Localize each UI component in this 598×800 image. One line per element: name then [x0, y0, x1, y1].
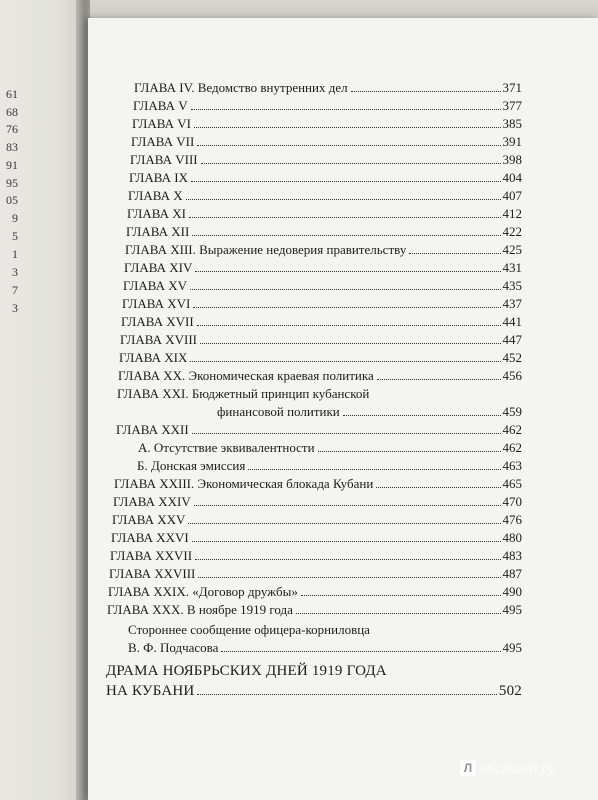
- left-page-number: 95: [6, 176, 18, 190]
- toc-entry-page: 447: [502, 332, 522, 347]
- toc-entry: [117, 404, 522, 420]
- toc-entry-page: 462: [502, 440, 522, 455]
- toc-entry-page: 431: [502, 260, 522, 275]
- toc-entry-page: 495: [502, 640, 522, 655]
- toc-entry-label: ГЛАВА XX. Экономическая краевая политика: [118, 368, 374, 383]
- left-page-number: 68: [6, 105, 18, 119]
- toc-entry: [111, 530, 522, 546]
- toc-entry-label: ГЛАВА XXIX. «Договор дружбы»: [108, 584, 298, 599]
- toc-entry-page: 407: [502, 188, 522, 203]
- toc-leader: [296, 613, 501, 614]
- toc-entry-label: ГЛАВА VI: [132, 116, 191, 131]
- left-page-number: 7: [12, 283, 18, 297]
- toc-entry-label: ГЛАВА XIV: [124, 260, 193, 275]
- toc-entry-label-line1: Стороннее сообщение офицера-корниловца: [128, 622, 370, 637]
- toc-entry-page: 412: [502, 206, 522, 221]
- toc-entry-page: 371: [502, 80, 522, 95]
- labirint-logo-icon: Л: [460, 760, 476, 776]
- toc-leader: [190, 289, 500, 290]
- toc-entry-page: 425: [502, 242, 522, 257]
- left-page-number: 76: [6, 122, 18, 136]
- toc-entry-label: ГЛАВА XXX. В ноябре 1919 года: [107, 602, 293, 617]
- left-page-number: 3: [12, 301, 18, 315]
- toc-entry-label: ГЛАВА XVIII: [120, 332, 197, 347]
- toc-entry-label: ГЛАВА XXVII: [110, 548, 193, 563]
- toc-entry-label: ГЛАВА VIII: [130, 152, 198, 167]
- left-page-number: 83: [6, 140, 18, 154]
- toc-entry: [119, 350, 522, 366]
- toc-entry-page: 487: [502, 566, 522, 581]
- toc-leader: [193, 307, 500, 308]
- toc-entry-page: 404: [502, 170, 522, 185]
- toc-entry: [122, 296, 522, 312]
- toc-entry: [113, 494, 522, 510]
- toc-entry-label: ГЛАВА XVI: [122, 296, 191, 311]
- toc-entry-page: 441: [502, 314, 522, 329]
- left-page-number: 3: [12, 265, 18, 279]
- toc-leader: [351, 91, 501, 92]
- toc-entry: [133, 98, 522, 114]
- toc-entry: [121, 314, 522, 330]
- toc-leader: [192, 235, 500, 236]
- toc-entry-label: ГЛАВА IV. Ведомство внутренних дел: [134, 80, 348, 95]
- toc-entry-page: 463: [502, 458, 522, 473]
- left-page-number: 1: [12, 247, 18, 261]
- toc-entry-label: ГЛАВА XIX: [119, 350, 188, 365]
- left-page-number: 05: [6, 193, 18, 207]
- toc-entry-label: ГЛАВА XII: [126, 224, 190, 239]
- toc-entry: [138, 440, 522, 456]
- toc-entry-label: ГЛАВА X: [128, 188, 183, 203]
- toc-entry-page: 462: [502, 422, 522, 437]
- toc-leader: [194, 127, 501, 128]
- toc-entry-label: А. Отсутствие эквивалентности: [138, 440, 315, 455]
- toc-entry-label: ГЛАВА VII: [131, 134, 195, 149]
- toc-leader: [200, 343, 501, 344]
- toc-entry-page: 456: [502, 368, 522, 383]
- toc-leader: [248, 469, 500, 470]
- toc-entry-label: ГЛАВА XXVIII: [109, 566, 196, 581]
- toc-entry-label: ГЛАВА XIII. Выражение недоверия правительству: [125, 242, 407, 257]
- toc-entry-page: 470: [502, 494, 522, 509]
- left-page-number: 9: [12, 211, 18, 225]
- toc-entry: [109, 566, 522, 582]
- toc-entry: [126, 224, 522, 240]
- toc-entry-label: Б. Донская эмиссия: [137, 458, 246, 473]
- toc-leader: [201, 163, 501, 164]
- left-page: [0, 0, 86, 800]
- toc-entry-label: ГЛАВА XXIV: [113, 494, 191, 509]
- toc-entry-page: 480: [502, 530, 522, 545]
- toc-entry-page: 422: [502, 224, 522, 239]
- toc-entry-page: 391: [502, 134, 522, 149]
- toc-entry-label: ГЛАВА XXV: [112, 512, 186, 527]
- toc-entry: [131, 134, 522, 150]
- toc-entry-page: 452: [502, 350, 522, 365]
- toc-entry: [106, 683, 522, 700]
- toc-entry-label: ГЛАВА XV: [123, 278, 188, 293]
- toc-entry: [123, 278, 522, 294]
- toc-leader: [221, 651, 500, 652]
- toc-entry-label: ГЛАВА V: [133, 98, 188, 113]
- toc-leader: [194, 505, 501, 506]
- toc-leader: [192, 541, 501, 542]
- toc-leader: [195, 271, 500, 272]
- toc-leader: [188, 523, 500, 524]
- toc-entry-label-line1: ДРАМА НОЯБРЬСКИХ ДНЕЙ 1919 ГОДА: [106, 663, 387, 679]
- toc-entry-label: ГЛАВА IX: [129, 170, 188, 185]
- toc-leader: [197, 325, 501, 326]
- toc-leader: [191, 109, 501, 110]
- toc-leader: [377, 379, 501, 380]
- toc-entry-label: НА КУБАНИ: [106, 683, 195, 699]
- toc-leader: [301, 595, 501, 596]
- toc-entry: [129, 170, 522, 186]
- toc-entry-page: 398: [502, 152, 522, 167]
- toc-leader: [409, 253, 500, 254]
- toc-entry-page: 476: [502, 512, 522, 527]
- toc-entry-page: 483: [502, 548, 522, 563]
- toc-entry: [118, 368, 522, 384]
- left-page-number: 91: [6, 158, 18, 172]
- toc-entry: [125, 242, 522, 258]
- toc-entry: [124, 260, 522, 276]
- toc-leader: [318, 451, 501, 452]
- toc-entry-label-line1: ГЛАВА XXI. Бюджетный принцип кубанской: [117, 386, 370, 401]
- toc-entry-page: 459: [502, 404, 522, 419]
- toc-leader: [191, 181, 501, 182]
- toc-entry: [112, 512, 522, 528]
- toc-page: [88, 18, 598, 800]
- toc-entry-page: 435: [502, 278, 522, 293]
- toc-entry: [120, 332, 522, 348]
- toc-entry-page: 377: [502, 98, 522, 113]
- toc-entry-page: 385: [502, 116, 522, 131]
- watermark-text: абиринт.ру: [479, 760, 556, 776]
- toc-entry-label: ГЛАВА XI: [127, 206, 186, 221]
- toc-entry-page: 437: [502, 296, 522, 311]
- toc-entry: [130, 152, 522, 168]
- toc-list: [88, 18, 598, 800]
- toc-leader: [190, 361, 500, 362]
- toc-entry: [107, 602, 522, 618]
- toc-entry-label: ГЛАВА XXVI: [111, 530, 189, 545]
- toc-leader: [186, 199, 501, 200]
- toc-entry-page: 465: [502, 476, 522, 491]
- toc-entry-label: ГЛАВА XXII: [116, 422, 189, 437]
- toc-entry: [114, 476, 522, 492]
- toc-entry: [134, 80, 522, 96]
- toc-entry: [116, 422, 522, 438]
- toc-entry-page: 495: [502, 602, 522, 617]
- toc-entry-label: ГЛАВА XVII: [121, 314, 194, 329]
- toc-leader: [376, 487, 500, 488]
- toc-entry: [128, 640, 522, 656]
- toc-entry: [108, 584, 522, 600]
- toc-entry: [137, 458, 522, 474]
- toc-entry-label: финансовой политики: [217, 404, 340, 419]
- toc-leader: [189, 217, 501, 218]
- toc-entry-page: 490: [502, 584, 522, 599]
- toc-leader: [197, 145, 500, 146]
- toc-entry: [110, 548, 522, 564]
- toc-entry-label: В. Ф. Подчасова: [128, 640, 219, 655]
- toc-entry-page: 502: [498, 683, 522, 699]
- watermark-logo: [460, 760, 555, 776]
- toc-entry: [127, 206, 522, 222]
- toc-leader: [195, 559, 500, 560]
- toc-entry-label: ГЛАВА XXIII. Экономическая блокада Кубани: [114, 476, 374, 491]
- toc-leader: [197, 694, 496, 695]
- toc-leader: [192, 433, 501, 434]
- toc-entry: [132, 116, 522, 132]
- toc-leader: [198, 577, 500, 578]
- toc-entry: [128, 188, 522, 204]
- toc-leader: [343, 415, 501, 416]
- left-page-number: 5: [12, 229, 18, 243]
- left-page-number: 61: [6, 87, 18, 101]
